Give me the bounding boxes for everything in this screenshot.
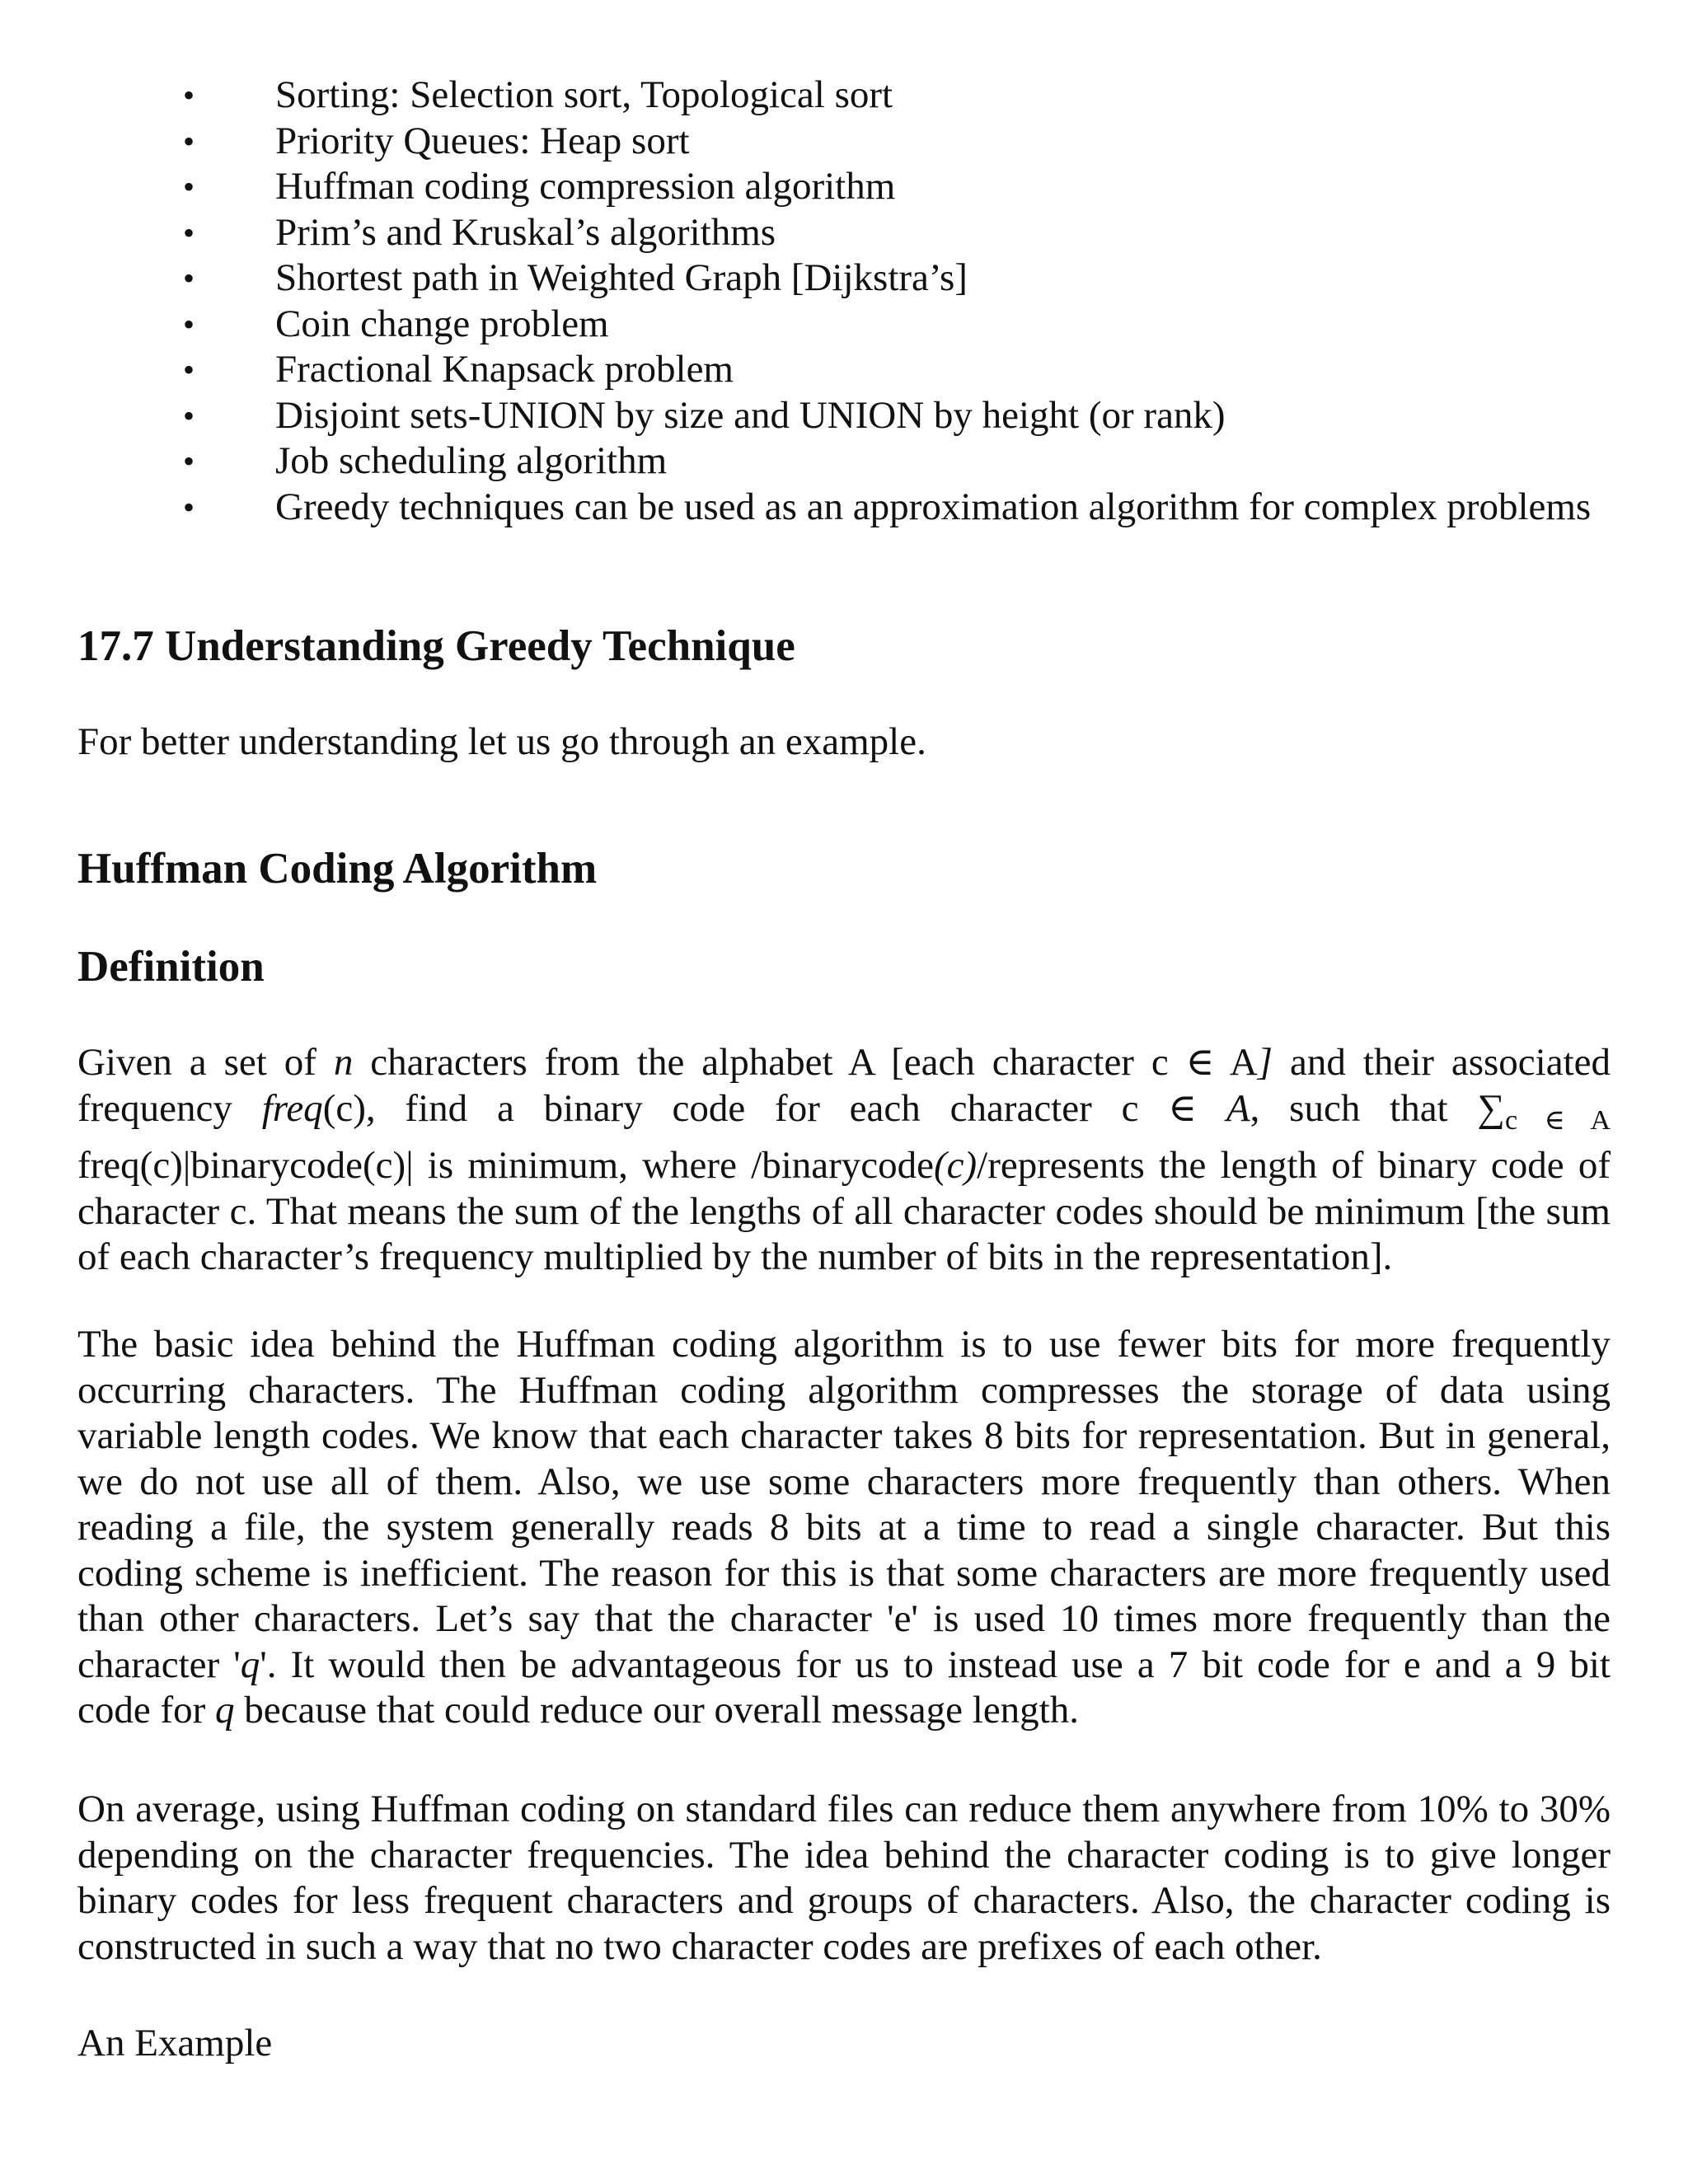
paragraph-line: constructed in such a way that no two character codes are prefixes of each other. xyxy=(77,1924,1322,1968)
list-item-text: Fractional Knapsack problem xyxy=(275,348,734,391)
paragraph-line: freq(c)|binarycode(c)| is minimum, where /binarycode(c)/represents the length of binary code of xyxy=(77,1144,1611,1187)
paragraph-line: code for q because that could reduce our overall message length. xyxy=(77,1689,1079,1732)
paragraph-line: reading a file, the system generally reads 8 bits at a time to read a single character. But this xyxy=(77,1506,1611,1549)
list-item-text: Sorting: Selection sort, Topological sort xyxy=(275,73,893,116)
bullet-icon: • xyxy=(183,213,195,251)
list-item xyxy=(0,347,1688,393)
list-item xyxy=(0,73,1688,119)
paragraph-line: coding scheme is inefficient. The reason for this is that some characters are more frequently used xyxy=(77,1551,1611,1595)
list-item-text: Huffman coding compression algorithm xyxy=(275,165,896,208)
list-item-text: Priority Queues: Heap sort xyxy=(275,119,690,162)
bullet-icon: • xyxy=(183,305,195,343)
paragraph-line: character 'q'. It would then be advantageous for us to instead use a 7 bit code for e and a 9 bit xyxy=(77,1643,1611,1686)
paragraph-line: than other characters. Let’s say that the character 'e' is used 10 times more frequently than the xyxy=(77,1597,1611,1640)
paragraph-line: of each character’s frequency multiplied by the number of bits in the representation]. xyxy=(77,1235,1393,1278)
list-item-text: Disjoint sets-UNION by size and UNION by height (or rank) xyxy=(275,393,1226,437)
list-item xyxy=(0,119,1688,165)
paragraph-line: character c. That means the sum of the lengths of all character codes should be minimum [the sum xyxy=(77,1189,1611,1233)
bullet-icon: • xyxy=(183,351,195,388)
list-item xyxy=(0,485,1688,531)
bullet-icon: • xyxy=(183,260,195,297)
paragraph-line: variable length codes. We know that each character takes 8 bits for representation. But in general, xyxy=(77,1414,1611,1457)
section-heading: 17.7 Understanding Greedy Technique xyxy=(77,622,795,670)
bullet-icon: • xyxy=(183,443,195,480)
paragraph-line: The basic idea behind the Huffman coding algorithm is to use fewer bits for more frequently xyxy=(77,1323,1611,1366)
paragraph-line: On average, using Huffman coding on standard files can reduce them anywhere from 10% to 30% xyxy=(77,1788,1611,1830)
bullet-icon: • xyxy=(183,122,195,160)
huffman-idea-paragraph xyxy=(77,1322,1611,1734)
list-item-text: Job scheduling algorithm xyxy=(275,439,668,482)
definition-heading: Definition xyxy=(77,943,265,991)
intro-text: For better understanding let us go through an example. xyxy=(77,720,926,763)
list-item-text: Greedy techniques can be used as an approximation algorithm for complex problems xyxy=(275,485,1592,528)
list-item-text: Shortest path in Weighted Graph [Dijkstra’s] xyxy=(275,256,968,299)
list-item xyxy=(0,302,1688,348)
list-item xyxy=(0,210,1688,256)
paragraph-line: binary codes for less frequent characters and groups of characters. Also, the character coding is xyxy=(77,1879,1611,1922)
bullet-icon: • xyxy=(183,168,195,205)
definition-paragraph xyxy=(77,1040,1611,1281)
list-item xyxy=(0,393,1688,439)
example-label: An Example xyxy=(77,2022,273,2064)
paragraph-line: we do not use all of them. Also, we use some characters more frequently than others. When xyxy=(77,1460,1611,1503)
list-item-text: Coin change problem xyxy=(275,302,609,345)
paragraph-line: frequency freq(c), find a binary code for each character c ∈ A, such that $\sum_{c \in A}$ xyxy=(77,1086,1611,1136)
list-item xyxy=(0,255,1688,302)
list-item xyxy=(0,164,1688,210)
average-savings-paragraph xyxy=(77,1787,1611,1970)
paragraph-line: depending on the character frequencies. The idea behind the character coding is to give longer xyxy=(77,1833,1611,1877)
greedy-applications-list xyxy=(0,73,1688,530)
bullet-icon: • xyxy=(183,77,195,114)
bullet-icon: • xyxy=(183,396,195,434)
huffman-heading: Huffman Coding Algorithm xyxy=(77,845,598,893)
paragraph-line: occurring characters. The Huffman coding algorithm compresses the storage of data using xyxy=(77,1368,1611,1412)
list-item-text: Prim’s and Kruskal’s algorithms xyxy=(275,210,776,254)
list-item xyxy=(0,438,1688,485)
paragraph-line: Given a set of n characters from the alphabet A [each character c ∈ A] and their associated xyxy=(77,1041,1611,1084)
bullet-icon: • xyxy=(183,488,195,526)
